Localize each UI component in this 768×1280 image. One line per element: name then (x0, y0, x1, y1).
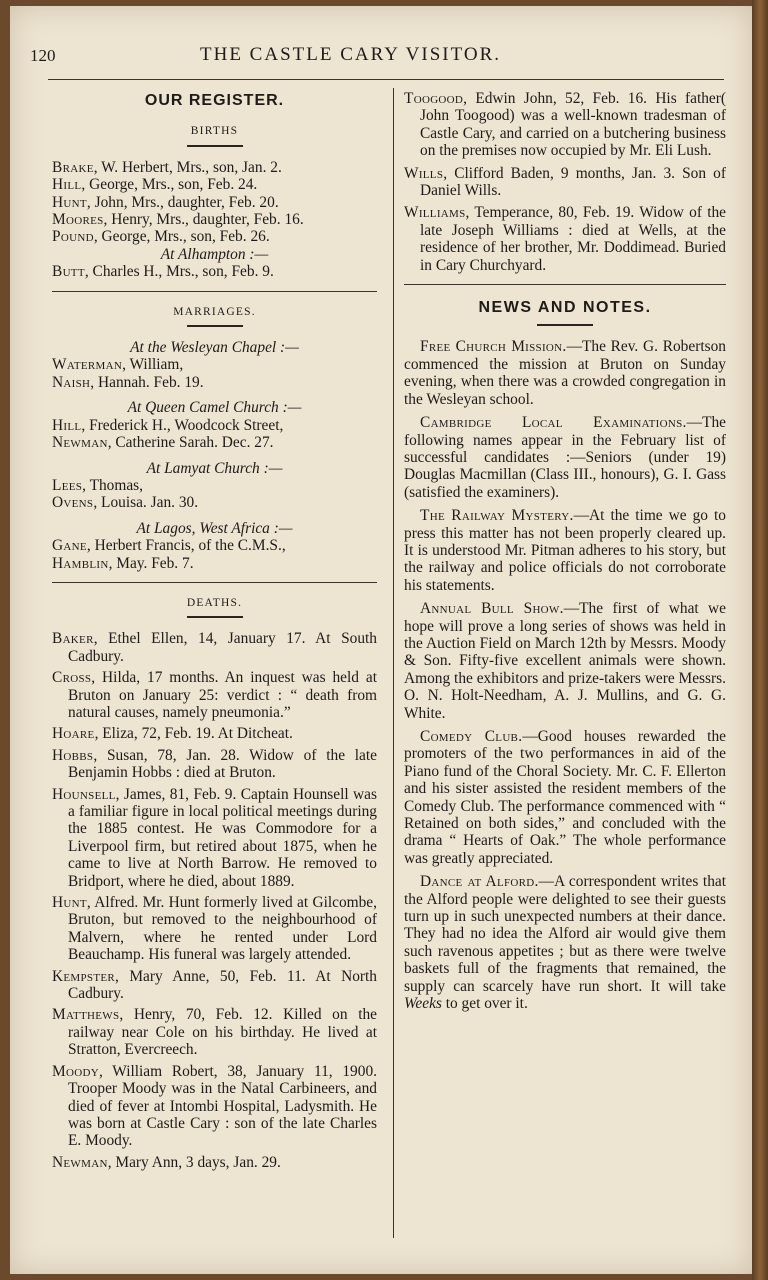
surname: Pound (52, 228, 94, 246)
news-item: Comedy Club.—Good houses rewarded the promoters of the two performances in aid of the Piano fund of the Choral Society. Mr. C. F. Ellerton and his sister assisted the resident members of the Comedy Club. The performance commenced with “ Retained on both sides,” and concluded with the drama “ Hearts of Oak.” The whole performance was greatly appreciated. (404, 728, 726, 867)
deaths-continued (404, 90, 726, 274)
section-rule (52, 291, 377, 292)
news-item: The Railway Mystery.—At the time we go to press this matter has not been properly cleared up. It is understood Mr. Pitman adheres to his story, but the railway and police officials do not corroborate his statements. (404, 507, 726, 594)
news-item: Dance at Alford.—A correspondent writes that the Alford people were delighted to see their guests turn up in such unexpected numbers at their dance. They had no idea the Alford air would give them such ravenous appetites ; but as there were twelve baskets full of the fragments that remained, the supply can scarcely have run short. It will take Weeks to get over it. (404, 873, 726, 1013)
birth-entry: Brake, W. Herbert, Mrs., son, Jan. 2. (52, 158, 282, 176)
right-column (404, 90, 726, 1019)
marriage-entry: Waterman, William, (52, 356, 184, 374)
book-edge (752, 0, 768, 1280)
marriages-rule (187, 325, 243, 327)
news-heading: Annual Bull Show. (420, 600, 564, 618)
surname: Hill (52, 176, 82, 194)
marriages-list (52, 339, 377, 572)
birth-place: At Alhampton :— (160, 245, 269, 263)
death-entry: Kempster, Mary Anne, 50, Feb. 11. At North Cadbury. (52, 967, 377, 1003)
surname: Hunt (52, 193, 87, 211)
death-entry: Moody, William Robert, 38, January 11, 1900. Trooper Moody was in the Natal Carbineers, and died of fever at Intombi Hospital, Ladysmith. He was born at Castle Cary : son of the late Charles E. Moody. (52, 1062, 377, 1150)
section-rule (404, 284, 726, 285)
page-number: 120 (30, 46, 56, 65)
running-title: THE CASTLE CARY VISITOR. (200, 44, 502, 65)
surname: Brake (52, 158, 94, 176)
death-entry: Hobbs, Susan, 78, Jan. 28. Widow of the late Benjamin Hobbs : died at Bruton. (52, 746, 377, 782)
left-column (52, 90, 377, 1175)
birth-entry: Moores, Henry, Mrs., daughter, Feb. 16. (52, 211, 304, 229)
news-item: Annual Bull Show.—The first of what we hope will prove a long series of shows was held in the Auction Field on March 12th by Messrs. Moody & Son. Fifty-five excellent animals were shown. Among the exhibitors and prize-takers were Messrs. O. N. Holt-Needham, A. J. Mullins, and G. G. White. (404, 600, 727, 722)
marriage-entry: Gane, Herbert Francis, of the C.M.S., (52, 537, 286, 555)
deaths-rule (187, 616, 243, 618)
deaths-heading: DEATHS. (186, 596, 243, 609)
birth-entry: Hill, George, Mrs., son, Feb. 24. (52, 176, 258, 194)
death-entry: Cross, Hilda, 17 months. An inquest was held at Bruton on January 25: verdict : “ death from natural causes, namely pneumonia.” (52, 669, 377, 721)
surname: Moores (52, 211, 104, 229)
news-heading: The Railway Mystery. (420, 507, 574, 525)
deaths-list (52, 630, 377, 1171)
death-entry: Wills, Clifford Baden, 9 months, Jan. 3. Son of Daniel Wills. (404, 164, 726, 200)
death-entry: Baker, Ethel Ellen, 14, January 17. At South Cadbury. (52, 630, 377, 665)
news-heading: Free Church Mission. (420, 338, 567, 356)
news-heading: Comedy Club. (420, 728, 523, 745)
births-rule (187, 145, 243, 147)
news-title: NEWS AND NOTES. (478, 299, 652, 317)
death-entry: Williams, Temperance, 80, Feb. 19. Widow of the late Joseph Williams : died at Wells, at the residence of her brother, Mr. Doddimead. Buried in Cary Churchyard. (404, 204, 726, 274)
news-list (404, 338, 726, 1012)
marriage-entry: Newman, Catherine Sarah. Dec. 27. (52, 434, 274, 452)
death-entry: Hounsell, James, 81, Feb. 9. Captain Hounsell was a familiar figure in local political meetings during the 1885 contest. He was Commodore for a Liverpool firm, but retired about 1875, when he came to live at North Barrow. He removed to Bridport, where he died, about 1889. (52, 785, 377, 890)
marriage-place: At Lagos, West Africa :— (136, 519, 293, 537)
marriage-entry: Naish, Hannah. Feb. 19. (52, 373, 204, 391)
death-entry: Hoare, Eliza, 72, Feb. 19. At Ditcheat. (52, 725, 293, 743)
news-item: Free Church Mission.—The Rev. G. Robertson commenced the mission at Bruton on Sunday evening, when there was a crowded congregation in the Wesleyan school. (404, 338, 726, 408)
marriage-entry: Ovens, Louisa. Jan. 30. (52, 494, 199, 512)
birth-entry: Pound, George, Mrs., son, Feb. 26. (52, 228, 270, 246)
death-entry: Hunt, Alfred. Mr. Hunt formerly lived at Gilcombe, Bruton, but removed to the neighbourhood of Malvern, where he rented under Lord Beauchamp. His funeral was largely attended. (52, 894, 377, 964)
marriage-place: At Lamyat Church :— (146, 459, 283, 477)
column-divider (393, 88, 394, 1238)
marriage-entry: Lees, Thomas, (52, 476, 144, 494)
running-header (30, 42, 730, 72)
news-heading: Dance at Alford. (420, 873, 539, 891)
birth-entry: Hunt, John, Mrs., daughter, Feb. 20. (52, 193, 279, 211)
marriages-heading: MARRIAGES. (173, 305, 256, 318)
births-heading: BIRTHS (190, 125, 239, 138)
marriage-entry: Hill, Frederick H., Woodcock Street, (52, 416, 284, 434)
header-rule (48, 79, 724, 80)
death-entry: Newman, Mary Ann, 3 days, Jan. 29. (52, 1153, 281, 1171)
marriage-place: At Queen Camel Church :— (127, 399, 302, 417)
marriage-entry: Hamblin, May. Feb. 7. (52, 554, 194, 572)
news-rule (537, 324, 593, 326)
marriage-place: At the Wesleyan Chapel :— (130, 339, 299, 357)
section-rule (52, 582, 377, 583)
surname: Butt (52, 263, 85, 281)
death-entry: Matthews, Henry, 70, Feb. 12. Killed on the railway near Cole on his birthday. He lived at Stratton, Evercreech. (52, 1006, 377, 1059)
news-heading: Cambridge Local Examinations. (420, 414, 687, 432)
birth-entry: Butt, Charles H., Mrs., son, Feb. 9. (52, 263, 274, 281)
births-list (52, 159, 377, 281)
death-entry: Toogood, Edwin John, 52, Feb. 16. His father( John Toogood) was a well-known tradesman of Castle Cary, and carried on a butchering business on the premises now occupied by Mr. Eli Lush. (404, 90, 726, 160)
register-title: OUR REGISTER. (144, 92, 285, 109)
news-item: Cambridge Local Examinations.—The following names appear in the February list of successful candidates :—Seniors (under 19) Douglas Macmillan (Class III., honours), G. I. Gass (satisfied the examiners). (404, 414, 726, 501)
